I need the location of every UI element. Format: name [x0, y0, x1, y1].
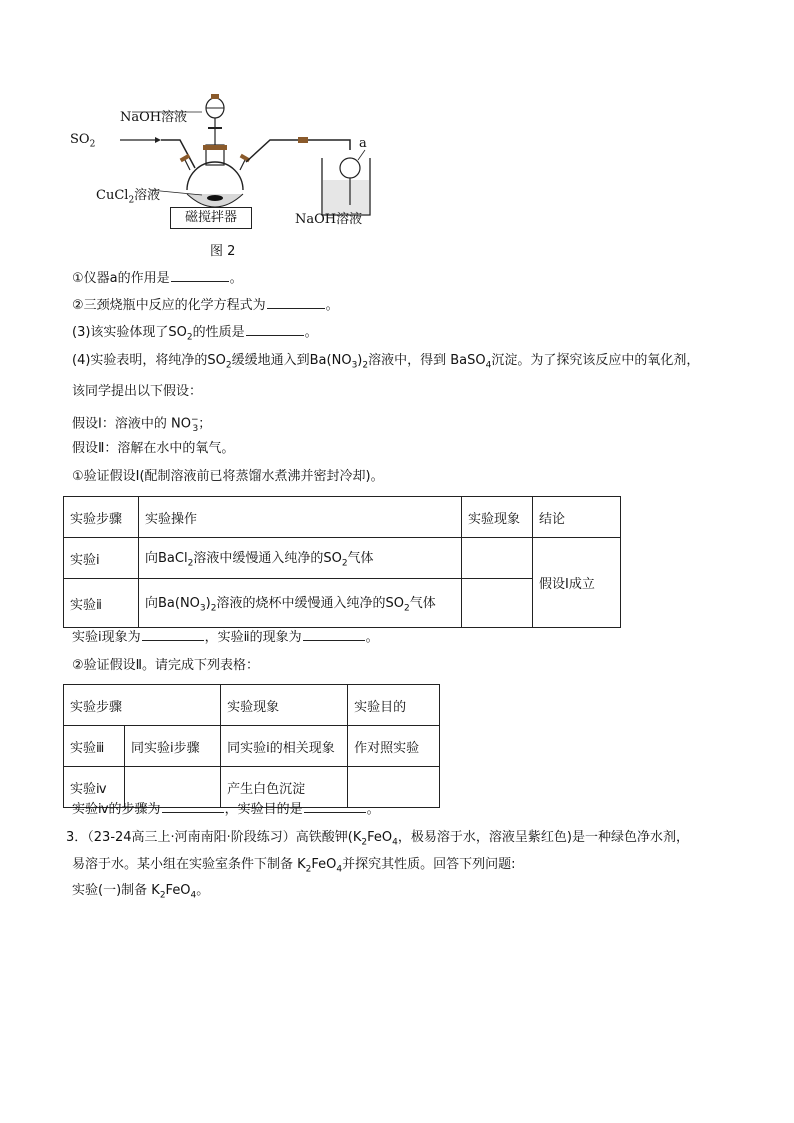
naoh-top-label: NaOH溶液	[120, 110, 188, 125]
so2-label: $SO_2$	[70, 132, 96, 150]
t1-r1-op: 向BaCl$_2$溶液中缓慢通入纯净的$SO_2$气体	[139, 538, 462, 579]
t1-conclusion: 假设Ⅰ成立	[533, 538, 621, 628]
t1-r1-step: 实验ⅰ	[64, 538, 139, 579]
t2-r2-c0: 实验ⅳ	[64, 767, 125, 808]
after-table-2: 实验ⅳ的步骤为 ，实验目的是 。	[72, 802, 380, 817]
q1-line: ①仪器a的作用是 。	[72, 271, 243, 286]
t2-r1-c2: 同实验ⅰ的相关现象	[221, 726, 348, 767]
q3-line: (3)该实验体现了$SO_2$的性质是 。	[72, 325, 318, 343]
t2-r1-c3: 作对照实验	[348, 726, 440, 767]
t1-r2-step: 实验ⅱ	[64, 579, 139, 628]
problem-3-line2: 易溶于水。某小组在实验室条件下制备 $K_2FeO_4$并探究其性质。回答下列问题:	[72, 857, 516, 875]
t2-h-purpose: 实验目的	[348, 685, 440, 726]
cucl2-label: CuCl$_2$溶液	[96, 188, 161, 206]
t1-r2-op: 向$Ba(NO_3)_2$溶液的烧杯中缓慢通入纯净的$SO_2$气体	[139, 579, 462, 628]
q2-line: ②三颈烧瓶中反应的化学方程式为 。	[72, 298, 339, 313]
t1-h-step: 实验步骤	[64, 497, 139, 538]
t1-r1-phen	[462, 538, 533, 579]
table-1	[63, 496, 621, 628]
q4-line2: 该同学提出以下假设：	[72, 384, 203, 399]
t2-r2-c2: 产生白色沉淀	[221, 767, 348, 808]
problem-3-line3: 实验(一)制备 $K_2FeO_4$。	[72, 883, 210, 901]
t1-h-phen: 实验现象	[462, 497, 533, 538]
table-2-header	[64, 685, 440, 726]
magnetic-stirrer: 磁搅拌器	[170, 207, 252, 229]
naoh-right-label: NaOH溶液	[295, 212, 363, 227]
t2-h-step: 实验步骤	[64, 685, 221, 726]
figure-caption: 图 2	[210, 244, 236, 259]
hypothesis-2: 假设Ⅱ：溶解在水中的氧气。	[72, 441, 235, 456]
t2-h-phen: 实验现象	[221, 685, 348, 726]
label-a: a	[359, 136, 367, 151]
table-2	[63, 684, 440, 808]
table-row	[64, 726, 440, 767]
t1-h-concl: 结论	[533, 497, 621, 538]
table-1-header	[64, 497, 621, 538]
t1-r2-phen	[462, 579, 533, 628]
table-row	[64, 538, 621, 579]
apparatus-figure	[60, 90, 380, 260]
after-table-1: 实验ⅰ现象为 ，实验ⅱ的现象为 。	[72, 630, 379, 645]
t1-h-op: 实验操作	[139, 497, 462, 538]
verify-1: ①验证假设Ⅰ(配制溶液前已将蒸馏水煮沸并密封冷却)。	[72, 469, 384, 484]
q4-line1: (4)实验表明，将纯净的$SO_2$缓缓地通入到$Ba(NO_3)_2$溶液中，得到 BaSO$_4$沉淀。为了探究该反应中的氧化剂，	[72, 353, 700, 371]
verify-2: ②验证假设Ⅱ。请完成下列表格：	[72, 658, 260, 673]
t2-r1-c1: 同实验ⅰ步骤	[125, 726, 221, 767]
problem-3-line1: 3．（23-24高三上·河南南阳·阶段练习）高铁酸钾($K_2FeO_4$，极易溶于水，溶液呈紫红色)是一种绿色净水剂，	[66, 830, 689, 848]
hypothesis-1: 假设Ⅰ：溶液中的 $NO^-_3$；	[72, 415, 212, 434]
t2-r1-c0: 实验ⅲ	[64, 726, 125, 767]
